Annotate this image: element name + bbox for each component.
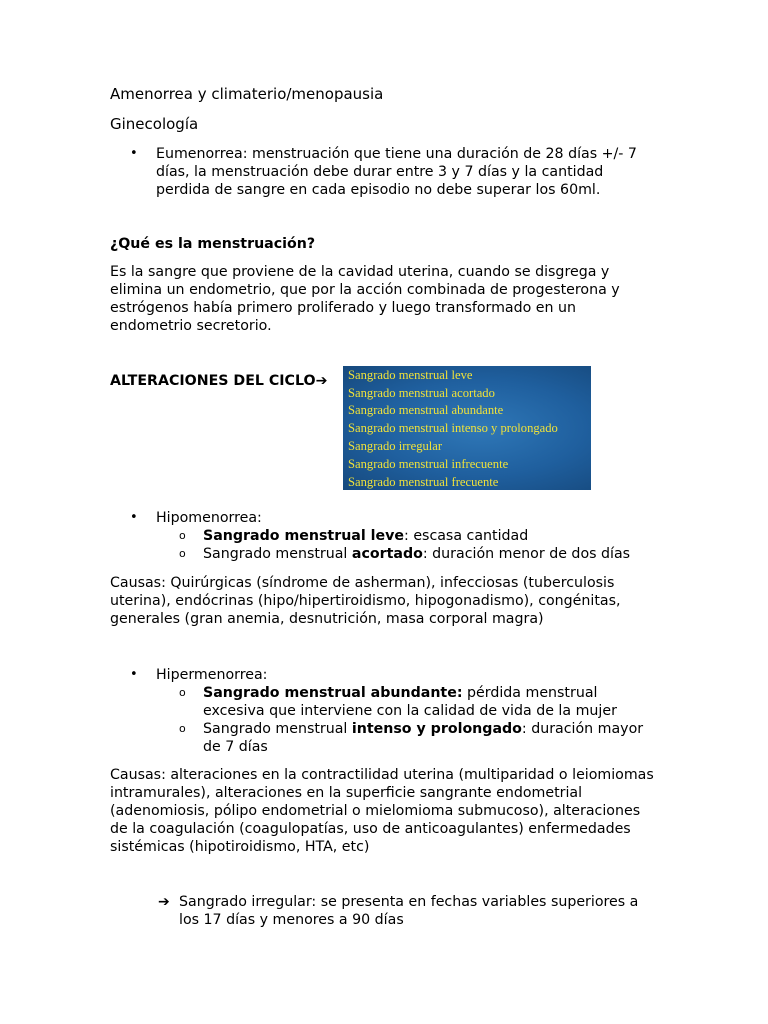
banner-item: Sangrado menstrual acortado xyxy=(348,386,495,400)
banner-item: Sangrado menstrual frecuente xyxy=(348,475,499,489)
sub-bullet-marker: o xyxy=(179,529,186,542)
hipermenorrea-causas: Causas: alteraciones en la contractilidad uterina (multiparidad o leiomiomas intramurales), alteraciones en la superficie sangrante endometrial (adenomiosis, pólipo endometrial o mielomioma submucoso), alteraciones de la coagulación (coagulopatías, uso de anticoagulantes) enfermedades sistémicas (hipotiroidismo, HTA, etc) xyxy=(110,767,654,855)
hipomenorrea-item-text: Sangrado menstrual leve: escasa cantidad xyxy=(203,528,529,544)
bullet-marker: • xyxy=(130,146,138,161)
banner-item: Sangrado irregular xyxy=(348,439,443,453)
sub-bullet-marker: o xyxy=(179,547,186,560)
alteraciones-heading: ALTERACIONES DEL CICLO➔ xyxy=(110,373,328,389)
banner-item: Sangrado menstrual leve xyxy=(348,368,473,382)
document-subject: Ginecología xyxy=(110,115,199,133)
hipomenorrea-causas: Causas: Quirúrgicas (síndrome de asherman), infecciosas (tuberculosis uterina), endócrinas (hipo/hipertiroidismo, hipogonadismo), congénitas, generales (gran anemia, desnutrición, masa corporal magra) xyxy=(110,575,621,627)
hipermenorrea-item-text: Sangrado menstrual intenso y prolongado: duración mayor de 7 días xyxy=(203,721,644,755)
banner-item: Sangrado menstrual abundante xyxy=(348,403,504,417)
hipermenorrea-label: Hipermenorrea: xyxy=(156,667,268,683)
banner-item: Sangrado menstrual intenso y prolongado xyxy=(348,421,558,435)
eumenorrea-text: Eumenorrea: menstruación que tiene una duración de 28 días +/- 7 días, la menstruación debe durar entre 3 y 7 días y la cantidad perdida de sangre en cada episodio no debe superar los 60ml. xyxy=(156,146,637,198)
banner-item: Sangrado menstrual infrecuente xyxy=(348,457,509,471)
bullet-marker: • xyxy=(130,510,138,525)
question-heading: ¿Qué es la menstruación? xyxy=(110,236,316,252)
document-title: Amenorrea y climaterio/menopausia xyxy=(110,85,384,103)
irregular-text: Sangrado irregular: se presenta en fechas variables superiores a los 17 días y menores a 90 días xyxy=(179,894,639,928)
hipomenorrea-label: Hipomenorrea: xyxy=(156,510,262,526)
alteraciones-banner-image xyxy=(343,366,591,490)
question-answer: Es la sangre que proviene de la cavidad uterina, cuando se disgrega y elimina un endometrio, que por la acción combinada de progesterona y estrógenos había primero proliferado y luego transformado en un endometrio secretorio. xyxy=(110,264,620,334)
bullet-marker: • xyxy=(130,667,138,682)
hipomenorrea-item-text: Sangrado menstrual acortado: duración menor de dos días xyxy=(203,546,631,562)
arrow-icon: ➔ xyxy=(158,894,170,910)
sub-bullet-marker: o xyxy=(179,686,186,699)
hipermenorrea-item-text: Sangrado menstrual abundante: pérdida menstrual excesiva que interviene con la calidad de vida de la mujer xyxy=(203,685,617,719)
sub-bullet-marker: o xyxy=(179,722,186,735)
